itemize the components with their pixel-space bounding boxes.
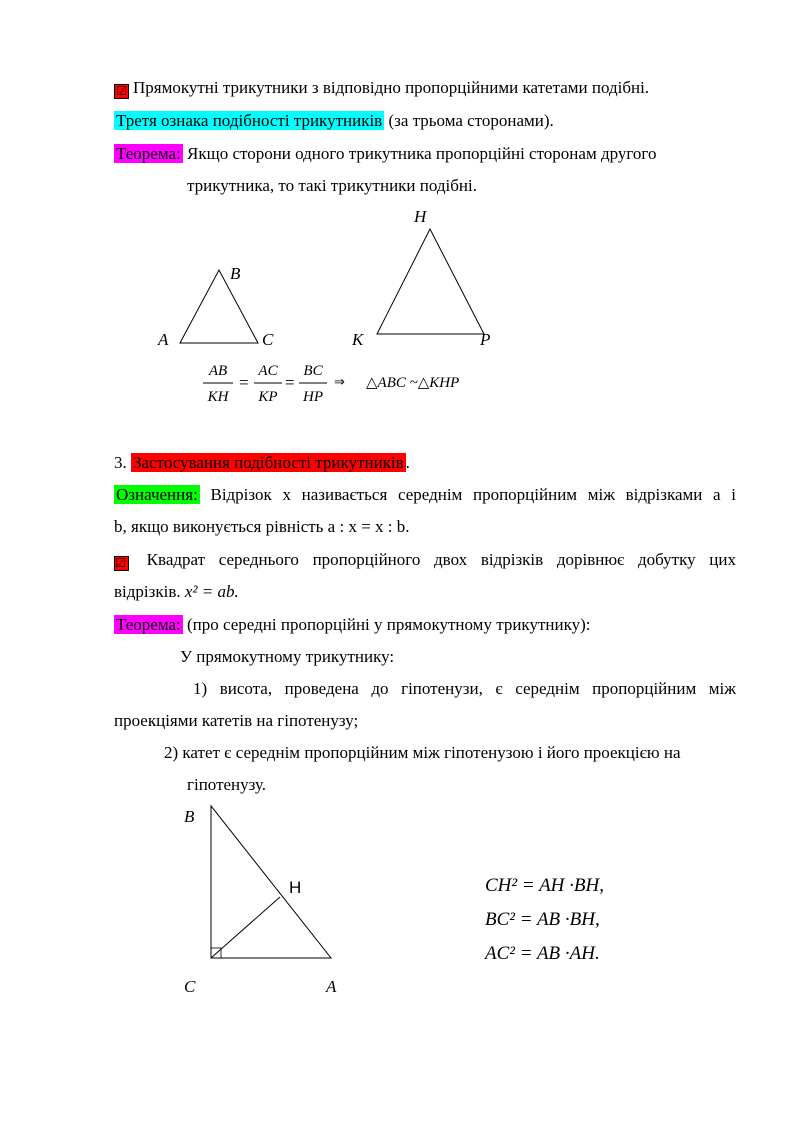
label-a: A xyxy=(158,330,169,349)
theorem1-text1: Якщо сторони одного трикутника пропорційні сторонам другого xyxy=(182,144,657,163)
theorem2-intro-text: У прямокутному трикутнику: xyxy=(180,647,395,666)
theorem2-item1b xyxy=(114,709,358,733)
theorem2-line xyxy=(114,613,590,637)
square-formula: x² = ab. xyxy=(184,582,239,601)
formula-bc xyxy=(485,908,600,932)
formula-ac-text: AC² = AB ·AH. xyxy=(485,943,600,964)
formula-bc-text: BC² = AB ·BH, xyxy=(485,909,600,930)
theorem2-item1a xyxy=(193,677,736,701)
theorem2-text: (про середні пропорційні у прямокутному трикутнику): xyxy=(182,615,591,634)
theorem1-text2: трикутника, то такі трикутники подібні. xyxy=(187,176,477,195)
triangle-abc xyxy=(180,270,258,343)
label-rt-h: H xyxy=(289,878,302,897)
frac3-den: HP xyxy=(303,389,323,405)
theorem1-label: Теорема: xyxy=(116,144,181,163)
definition-label: Означення: xyxy=(116,485,198,504)
right-triangle xyxy=(211,806,331,958)
theorem2-item1a-text: 1) висота, проведена до гіпотенузи, є середнім пропорційним між xyxy=(193,679,736,698)
square-text1: Квадрат середнього пропорційного двох відрізків дорівнює добутку цих xyxy=(133,550,736,569)
frac1-den: KH xyxy=(207,389,229,405)
implies-sign: ⇒ xyxy=(334,375,345,390)
formula-ch xyxy=(485,874,604,898)
square-line1 xyxy=(114,548,736,572)
label-rt-c: C xyxy=(184,977,196,996)
label-h: H xyxy=(414,207,427,226)
checkbox-icon: ☑ xyxy=(114,84,129,99)
formula-ch-text: CH² = AH ·BH, xyxy=(485,875,604,896)
label-rt-b: B xyxy=(184,807,195,826)
label-k: K xyxy=(352,330,364,349)
square-line2 xyxy=(114,580,239,604)
theorem2-item2b xyxy=(187,773,266,797)
definition-text1: Відрізок x називається середнім пропорційним між відрізками a і xyxy=(199,485,736,504)
third-criterion-heading: Третя ознака подібності трикутників xyxy=(116,111,383,130)
definition-line2 xyxy=(114,515,410,539)
theorem2-label: Теорема: xyxy=(116,615,181,634)
label-b: B xyxy=(230,264,241,283)
label-p: P xyxy=(480,330,491,349)
third-criterion-note: (за трьома сторонами). xyxy=(384,111,554,130)
formula-ac xyxy=(485,942,600,966)
theorem2-item2b-text: гіпотенузу. xyxy=(187,775,267,794)
frac3-num: BC xyxy=(303,363,323,379)
label-c: C xyxy=(262,330,274,349)
triangle-khp xyxy=(377,229,484,334)
section3-heading xyxy=(114,451,410,475)
section3-title: Застосування подібності трикутників xyxy=(133,453,404,472)
square-text2: відрізків. xyxy=(114,582,185,601)
theorem2-item2a xyxy=(164,741,681,765)
frac1-num: AB xyxy=(208,363,228,379)
section3-number: 3. xyxy=(114,453,131,472)
para-text: Прямокутні трикутники з відповідно пропорційними катетами подібні. xyxy=(133,78,650,97)
section3-end: . xyxy=(405,453,410,472)
definition-line1 xyxy=(114,483,736,507)
eq-sign-2: = xyxy=(285,373,295,392)
frac2-den: KP xyxy=(258,389,278,405)
checkbox-icon: ☑ xyxy=(114,556,129,571)
theorem2-item2a-text: 2) катет є середнім пропорційним між гіпотенузою і його проекцією на xyxy=(164,743,681,762)
eq-sign-1: = xyxy=(239,373,249,392)
definition-text2: b, якщо виконується рівність a : x = x : b. xyxy=(114,517,410,536)
similar-statement: △ABC ~△KHP xyxy=(366,375,460,391)
theorem2-item1b-text: проекціями катетів на гіпотенузу; xyxy=(114,711,359,730)
theorem2-intro xyxy=(180,645,394,669)
label-rt-a: A xyxy=(326,977,337,996)
frac2-num: AC xyxy=(258,363,278,379)
